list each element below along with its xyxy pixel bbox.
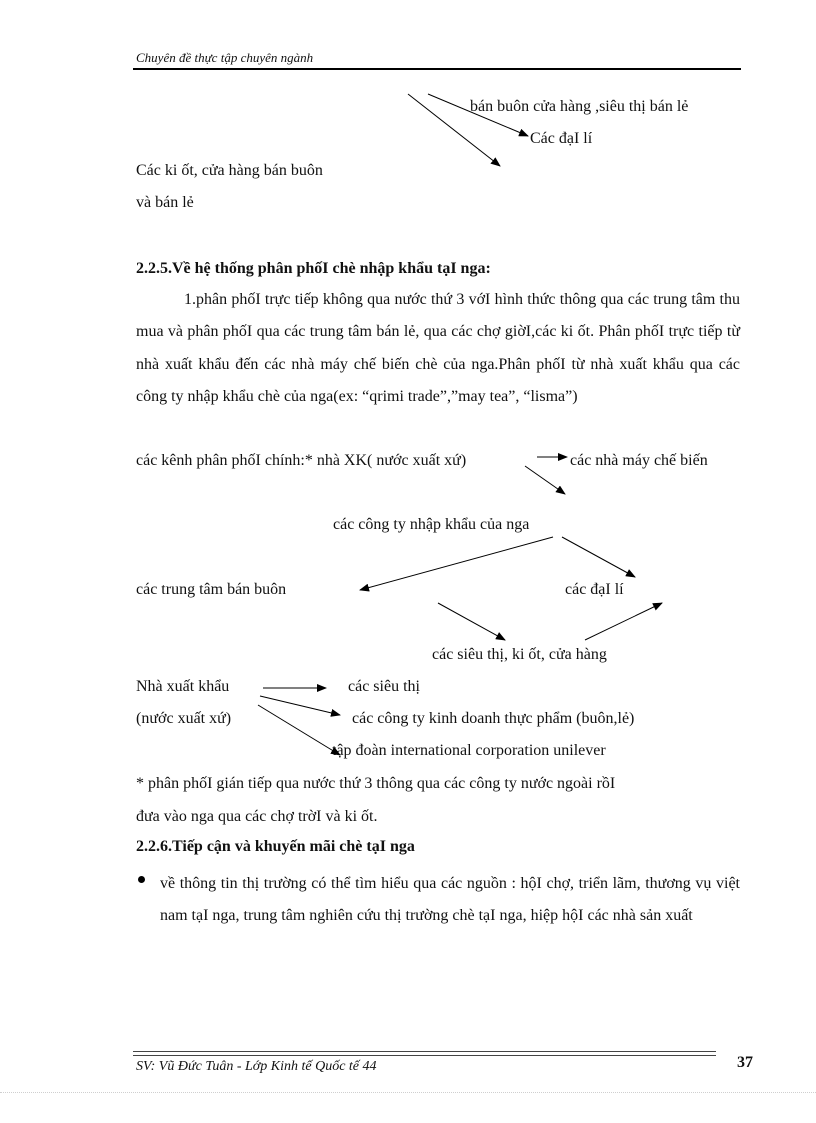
footer-student: SV: Vũ Đức Tuân - Lớp Kinh tế Quốc tế 44 [136,1059,377,1074]
wholesale-centers-label: các trung tâm bán buôn [136,581,287,598]
origin-label: (nước xuất xứ) [136,710,232,727]
label-retail: bán buôn cửa hàng ,siêu thị bán lẻ [470,98,689,115]
arrow-importers-to-agents [562,537,635,577]
channels-label: các kênh phân phốI chính:* nhà XK( nước xuất xứ) [136,452,467,469]
importers-label: các công ty nhập khẩu của nga [333,516,530,533]
section-226-bullet-text: về thông tin thị trường có thể tìm hiểu qua các nguồn : hộI chợ, triển lãm, thương vụ việt nam tạI nga, trung tâm nghiên cứu thị trường chè tạI nga, hiệp hộI các nhà sản xuất [160,875,740,925]
label-kiosk-line-2: và bán lẻ [136,194,194,211]
target-unilever: tập đoàn international corporation unilever [332,742,606,759]
exporter-label: Nhà xuất khẩu [136,678,230,695]
target-supermarkets: các siêu thị [348,678,420,695]
section-226-heading: 2.2.6.Tiếp cận và khuyến mãi chè tạI nga [136,838,415,855]
arrow-to-agents-bottom [585,603,662,640]
agents-label: các đạI lí [565,581,624,598]
indirect-line-1: * phân phốI gián tiếp qua nước thứ 3 thông qua các công ty nước ngoài rồI [136,775,616,792]
footer-rule-bottom [133,1055,716,1056]
factories-label: các nhà máy chế biến [570,452,708,469]
footer-rule-top [133,1051,716,1052]
label-kiosk-line-1: Các ki ốt, cửa hàng bán buôn [136,162,323,179]
supermarkets-kiosks-label: các siêu thị, ki ốt, cửa hàng [432,646,607,663]
section-225-paragraph: 1.phân phốI trực tiếp không qua nước thứ 3 vớI hình thức thông qua các trung tâm thu mua và phân phốI qua các trung tâm bán lẻ, qua các chợ giờI,các ki ốt. Phân phốI trực tiếp từ nhà xuất khẩu đến các nhà máy chế biến chè của nga.Phân phốI từ nhà xuất khẩu qua các công ty nhập khẩu chè của nga(ex: “qrimi trade”,”may tea”, “lisma”) [136,291,740,406]
arrow-importers-to-wholesale [360,537,553,590]
page-header-title: Chuyên đề thực tập chuyên ngành [136,50,314,65]
page-bottom-edge [0,1092,816,1093]
section-225-heading: 2.2.5.Về hệ thống phân phốI chè nhập khẩu tạI nga: [136,260,491,277]
arrow-exporter-to-food-companies [260,696,340,715]
target-food-companies: các công ty kinh doanh thực phẩm (buôn,lẻ) [352,710,635,727]
arrow-to-supermarkets [438,603,505,640]
arrow-to-retail [428,94,528,136]
indirect-line-2: đưa vào nga qua các chợ trờI và ki ốt. [136,808,378,825]
page-number: 37 [737,1054,753,1071]
arrow-exporter-to-importers [525,466,565,494]
label-agents: Các đạI lí [530,130,593,147]
